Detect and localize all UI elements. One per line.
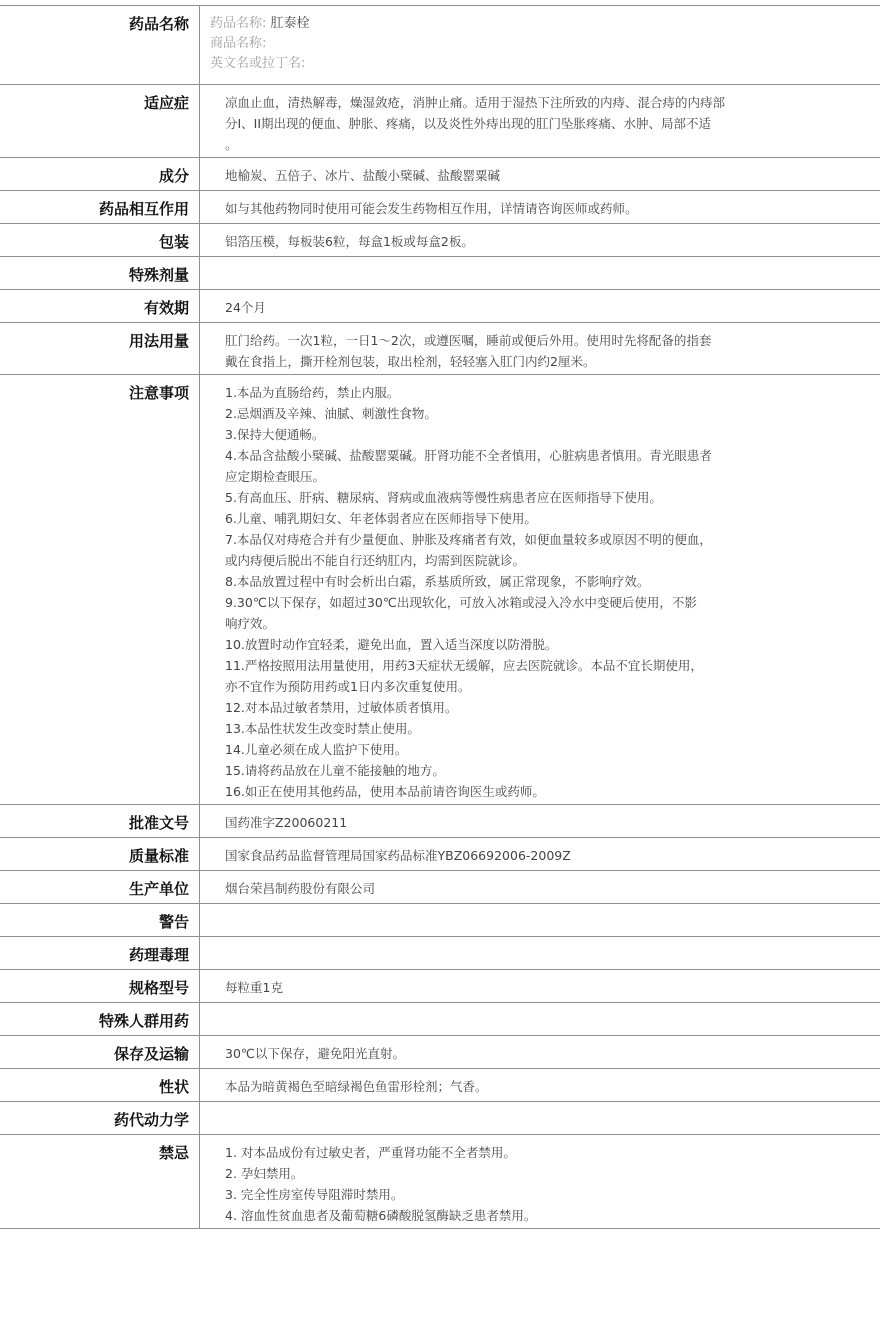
text-line: 肛门给药。一次1粒，一日1～2次，或遵医嘱，睡前或便后外用。使用时先将配备的指套	[225, 333, 712, 348]
row-package	[0, 224, 880, 257]
row-label: 生产单位	[0, 871, 200, 903]
row-appearance	[0, 1069, 880, 1102]
row-value: 铝箔压模，每板装6粒，每盒1板或每盒2板。	[225, 234, 474, 249]
row-label: 有效期	[0, 290, 200, 322]
text-line: 13.本品性状发生改变时禁止使用。	[225, 721, 420, 736]
row-value	[200, 937, 880, 969]
row-label: 警告	[0, 904, 200, 936]
row-value: 如与其他药物同时使用可能会发生药物相互作用，详情请咨询医师或药师。	[225, 201, 638, 216]
row-specification	[0, 970, 880, 1003]
text-line: 1.本品为直肠给药，禁止内服。	[225, 385, 400, 400]
row-value	[200, 6, 880, 84]
row-value: 烟台荣昌制药股份有限公司	[225, 881, 376, 896]
row-manufacturer	[0, 871, 880, 904]
english-name-key: 英文名或拉丁名:	[210, 56, 306, 71]
row-indication	[0, 85, 880, 158]
text-line: 分I、II期出现的便血、肿胀、疼痛，以及炎性外痔出现的肛门坠胀疼痛、水肿、局部不适	[225, 116, 712, 131]
text-line: 15.请将药品放在儿童不能接触的地方。	[225, 763, 445, 778]
generic-name-value: 肛泰栓	[270, 16, 310, 31]
text-line: 14.儿童必须在成人监护下使用。	[225, 742, 408, 757]
text-line: 12.对本品过敏者禁用，过敏体质者慎用。	[225, 700, 458, 715]
row-special-dose	[0, 257, 880, 290]
row-label: 药理毒理	[0, 937, 200, 969]
text-line: 1. 对本品成份有过敏史者，严重肾功能不全者禁用。	[225, 1145, 516, 1160]
row-value: 每粒重1克	[225, 980, 283, 995]
row-validity	[0, 290, 880, 323]
row-label: 质量标准	[0, 838, 200, 870]
row-storage	[0, 1036, 880, 1069]
row-pharmacology	[0, 937, 880, 970]
row-label: 保存及运输	[0, 1036, 200, 1068]
row-drug-name	[0, 6, 880, 85]
row-value	[200, 1135, 880, 1228]
row-value	[200, 85, 880, 157]
text-line: 亦不宜作为预防用药或1日内多次重复使用。	[225, 679, 471, 694]
text-line: 或内痔便后脱出不能自行还纳肛内，均需到医院就诊。	[225, 553, 526, 568]
text-line: 3. 完全性房室传导阻滞时禁用。	[225, 1187, 404, 1202]
text-line: 2.忌烟酒及辛辣、油腻、刺激性食物。	[225, 406, 437, 421]
row-precautions	[0, 375, 880, 805]
row-label: 注意事项	[0, 375, 200, 804]
text-line: 凉血止血，清热解毒，燥湿敛疮，消肿止痛。适用于湿热下注所致的内痔、混合痔的内痔部	[225, 95, 726, 110]
row-pharmacokinetics	[0, 1102, 880, 1135]
generic-name-key: 药品名称:	[210, 16, 267, 31]
row-warning	[0, 904, 880, 937]
row-value: 国家食品药品监督管理局国家药品标准YBZ06692006-2009Z	[225, 848, 571, 863]
row-value: 地榆炭、五倍子、冰片、盐酸小檗碱、盐酸罂粟碱	[225, 168, 501, 183]
row-label: 特殊剂量	[0, 257, 200, 289]
row-value	[200, 1003, 880, 1035]
text-line: 。	[225, 137, 238, 152]
text-line: 2. 孕妇禁用。	[225, 1166, 304, 1181]
row-label: 禁忌	[0, 1135, 200, 1228]
trade-name-line	[210, 34, 870, 54]
row-label: 性状	[0, 1069, 200, 1101]
generic-name-line	[210, 14, 870, 34]
row-label: 特殊人群用药	[0, 1003, 200, 1035]
row-label: 药品名称	[0, 6, 200, 84]
row-value: 国药准字Z20060211	[225, 815, 348, 830]
row-contraindications	[0, 1135, 880, 1229]
text-line: 8.本品放置过程中有时会析出白霜，系基质所致，属正常现象，不影响疗效。	[225, 574, 650, 589]
row-label: 药代动力学	[0, 1102, 200, 1134]
text-line: 3.保持大便通畅。	[225, 427, 325, 442]
text-line: 响疗效。	[225, 616, 276, 631]
row-interaction	[0, 191, 880, 224]
row-value: 30℃以下保存，避免阳光直射。	[225, 1046, 405, 1061]
text-line: 5.有高血压、肝病、糖尿病、肾病或血液病等慢性病患者应在医师指导下使用。	[225, 490, 662, 505]
text-line: 9.30℃以下保存，如超过30℃出现软化，可放入冰箱或浸入冷水中变硬后使用，不影	[225, 595, 697, 610]
row-ingredients	[0, 158, 880, 191]
row-value	[200, 375, 880, 804]
text-line: 6.儿童、哺乳期妇女、年老体弱者应在医师指导下使用。	[225, 511, 537, 526]
row-value	[200, 904, 880, 936]
row-label: 药品相互作用	[0, 191, 200, 223]
text-line: 戴在食指上，撕开栓剂包装，取出栓剂，轻轻塞入肛门内约2厘米。	[225, 354, 596, 369]
english-name-line	[210, 54, 870, 74]
text-line: 4.本品含盐酸小檗碱、盐酸罂粟碱。肝肾功能不全者慎用，心脏病患者慎用。青光眼患者	[225, 448, 712, 463]
row-special-groups	[0, 1003, 880, 1036]
row-label: 包装	[0, 224, 200, 256]
row-value	[200, 323, 880, 374]
row-label: 批准文号	[0, 805, 200, 837]
row-value	[200, 1102, 880, 1134]
text-line: 应定期检查眼压。	[225, 469, 326, 484]
text-line: 11.严格按照用法用量使用，用药3天症状无缓解，应去医院就诊。本品不宜长期使用，	[225, 658, 703, 673]
row-label: 适应症	[0, 85, 200, 157]
text-line: 7.本品仅对痔疮合并有少量便血、肿胀及疼痛者有效，如便血量较多或原因不明的便血，	[225, 532, 712, 547]
text-line: 10.放置时动作宜轻柔，避免出血，置入适当深度以防滑脱。	[225, 637, 558, 652]
row-label: 规格型号	[0, 970, 200, 1002]
trade-name-key: 商品名称:	[210, 36, 267, 51]
row-value: 24个月	[225, 300, 266, 315]
row-value	[200, 257, 880, 289]
row-usage	[0, 323, 880, 375]
row-label: 用法用量	[0, 323, 200, 374]
row-quality-standard	[0, 838, 880, 871]
row-approval-number	[0, 805, 880, 838]
text-line: 16.如正在使用其他药品，使用本品前请咨询医生或药师。	[225, 784, 545, 799]
row-value: 本品为暗黄褐色至暗绿褐色鱼雷形栓剂；气香。	[225, 1079, 488, 1094]
drug-info-table	[0, 5, 880, 1229]
row-label: 成分	[0, 158, 200, 190]
text-line: 4. 溶血性贫血患者及葡萄糖6磷酸脱氢酶缺乏患者禁用。	[225, 1208, 537, 1223]
